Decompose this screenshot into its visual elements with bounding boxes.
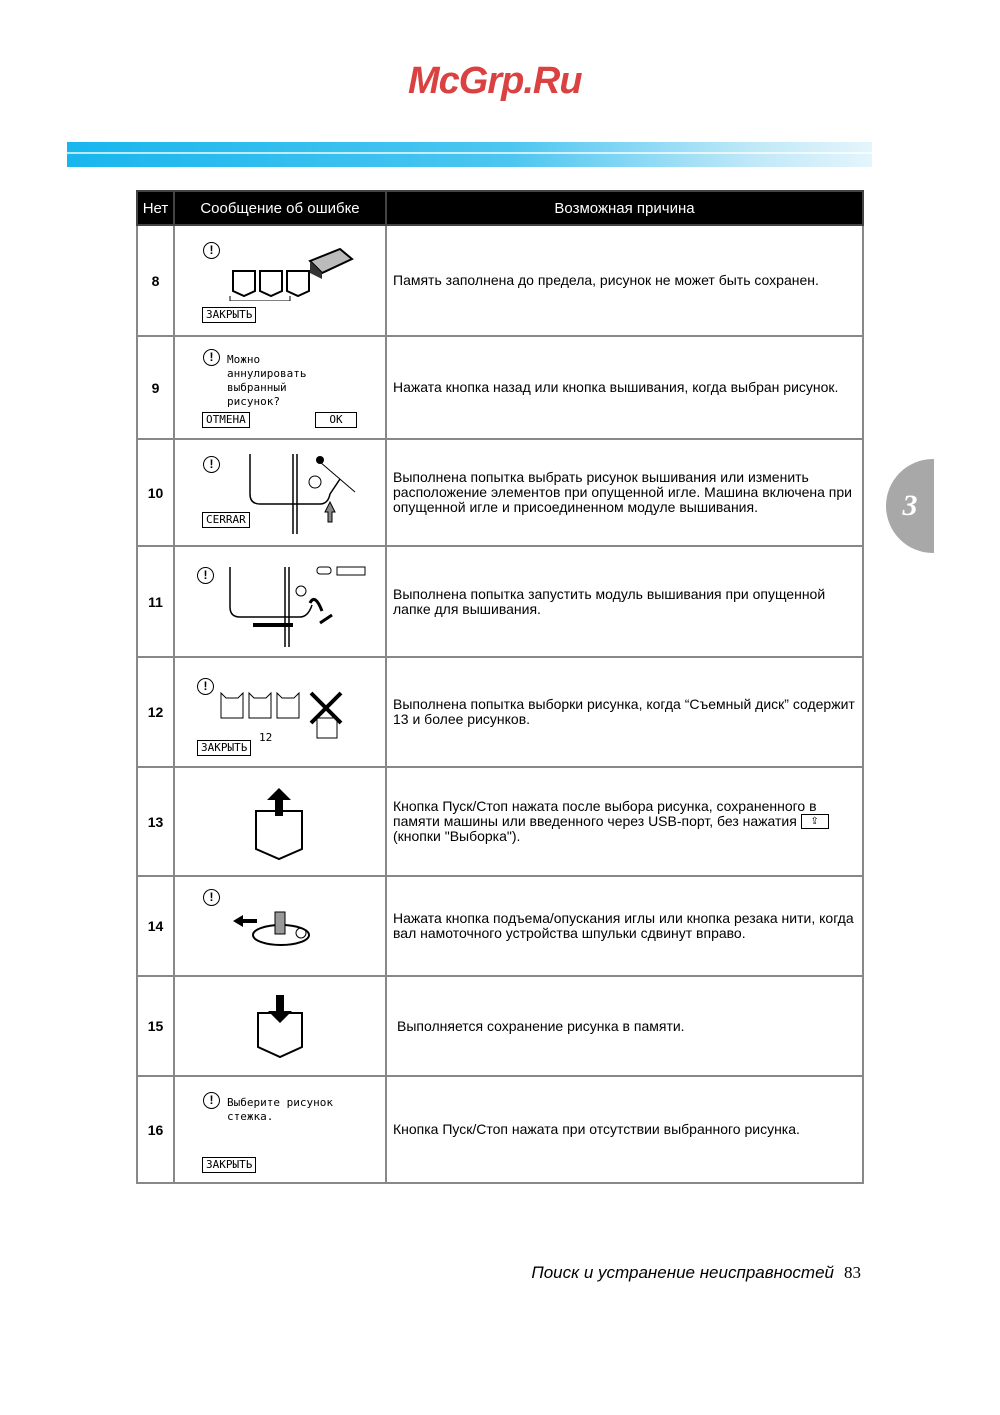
cancel-button[interactable]: ОТМЕНА [202, 412, 250, 428]
close-button[interactable]: ЗАКРЫТЬ [197, 740, 251, 756]
cause-text: Память заполнена до предела, рисунок не может быть сохранен. [386, 225, 863, 336]
message-cell [174, 876, 386, 976]
table-row [137, 1076, 863, 1183]
row-num: 16 [137, 1076, 174, 1183]
bobbin-winder-icon [231, 907, 321, 952]
message-cell [174, 976, 386, 1076]
pocket-up-arrow-icon [253, 786, 308, 861]
watermark: McGrp.Ru [408, 60, 582, 102]
warning-icon: ! [203, 456, 220, 473]
footer [531, 1263, 861, 1283]
table-row [137, 225, 863, 336]
too-many-patterns-icon [219, 688, 354, 748]
table-row [137, 767, 863, 876]
table-row [137, 336, 863, 439]
cause-text: Выполнена попытка запустить модуль вышивания при опущенной лапке для вышивания. [386, 546, 863, 657]
warning-icon: ! [197, 678, 214, 695]
row-num: 11 [137, 546, 174, 657]
message-cell [174, 657, 386, 767]
cause-text: Выполняется сохранение рисунка в памяти. [386, 976, 863, 1076]
col-cause: Возможная причина [386, 191, 863, 225]
row-num: 10 [137, 439, 174, 546]
table-row [137, 657, 863, 767]
row-num: 12 [137, 657, 174, 767]
chapter-tab: 3 [886, 459, 934, 553]
message-cell [174, 1076, 386, 1183]
close-button[interactable]: CERRAR [202, 512, 250, 528]
warning-icon: ! [203, 349, 220, 366]
table-header [137, 191, 863, 225]
table-row [137, 876, 863, 976]
message-text: Выберите рисунок стежка. [227, 1096, 333, 1123]
message-cell [174, 225, 386, 336]
cause-text: Нажата кнопка подъема/опускания иглы или кнопка резака нити, когда вал намоточного устройства шпульки сдвинут вправо. [386, 876, 863, 976]
cause-text: Выполнена попытка выбрать рисунок вышивания или изменить расположение элементов при опущенной игле. Машина включена при опущенной игле и присоединенном модуле вышивания. [386, 439, 863, 546]
pocket-down-arrow-icon [255, 995, 305, 1060]
cause-text [386, 767, 863, 876]
table-row [137, 976, 863, 1076]
message-cell [174, 336, 386, 439]
cause-text: Кнопка Пуск/Стоп нажата при отсутствии выбранного рисунка. [386, 1076, 863, 1183]
header-band [67, 142, 872, 167]
row-num: 14 [137, 876, 174, 976]
row-num: 8 [137, 225, 174, 336]
close-button[interactable]: ЗАКРЫТЬ [202, 307, 256, 323]
col-msg: Сообщение об ошибке [174, 191, 386, 225]
row-num: 9 [137, 336, 174, 439]
row-num: 13 [137, 767, 174, 876]
warning-icon: ! [203, 242, 220, 259]
message-cell [174, 439, 386, 546]
row-num: 15 [137, 976, 174, 1076]
warning-icon: ! [197, 567, 214, 584]
footer-title: Поиск и устранение неисправностей [531, 1263, 834, 1282]
cause-text-b: (кнопки "Выборка"). [393, 828, 521, 845]
col-num: Нет [137, 191, 174, 225]
page-number: 83 [844, 1263, 861, 1282]
cause-text-a: Кнопка Пуск/Стоп нажата после выбора рисунка, сохраненного в памяти машины или введенного через USB-порт, без нажатия [393, 797, 817, 829]
ok-button[interactable]: OK [315, 412, 357, 428]
message-cell [174, 767, 386, 876]
selection-key-icon: ⇪ [801, 814, 829, 829]
needle-down-icon [245, 452, 365, 537]
table-row [137, 439, 863, 546]
message-cell [174, 546, 386, 657]
presser-foot-down-icon [225, 563, 370, 648]
pattern-count: 12 [259, 731, 273, 744]
cause-text: Выполнена попытка выборки рисунка, когда “Съемный диск” содержит 13 и более рисунков. [386, 657, 863, 767]
error-table [136, 190, 864, 1184]
memory-full-icon [225, 246, 355, 301]
message-text: Можно аннулировать выбранный рисунок? [227, 353, 307, 408]
cause-text: Нажата кнопка назад или кнопка вышивания, когда выбран рисунок. [386, 336, 863, 439]
table-row [137, 546, 863, 657]
close-button[interactable]: ЗАКРЫТЬ [202, 1157, 256, 1173]
warning-icon: ! [203, 1092, 220, 1109]
warning-icon: ! [203, 889, 220, 906]
